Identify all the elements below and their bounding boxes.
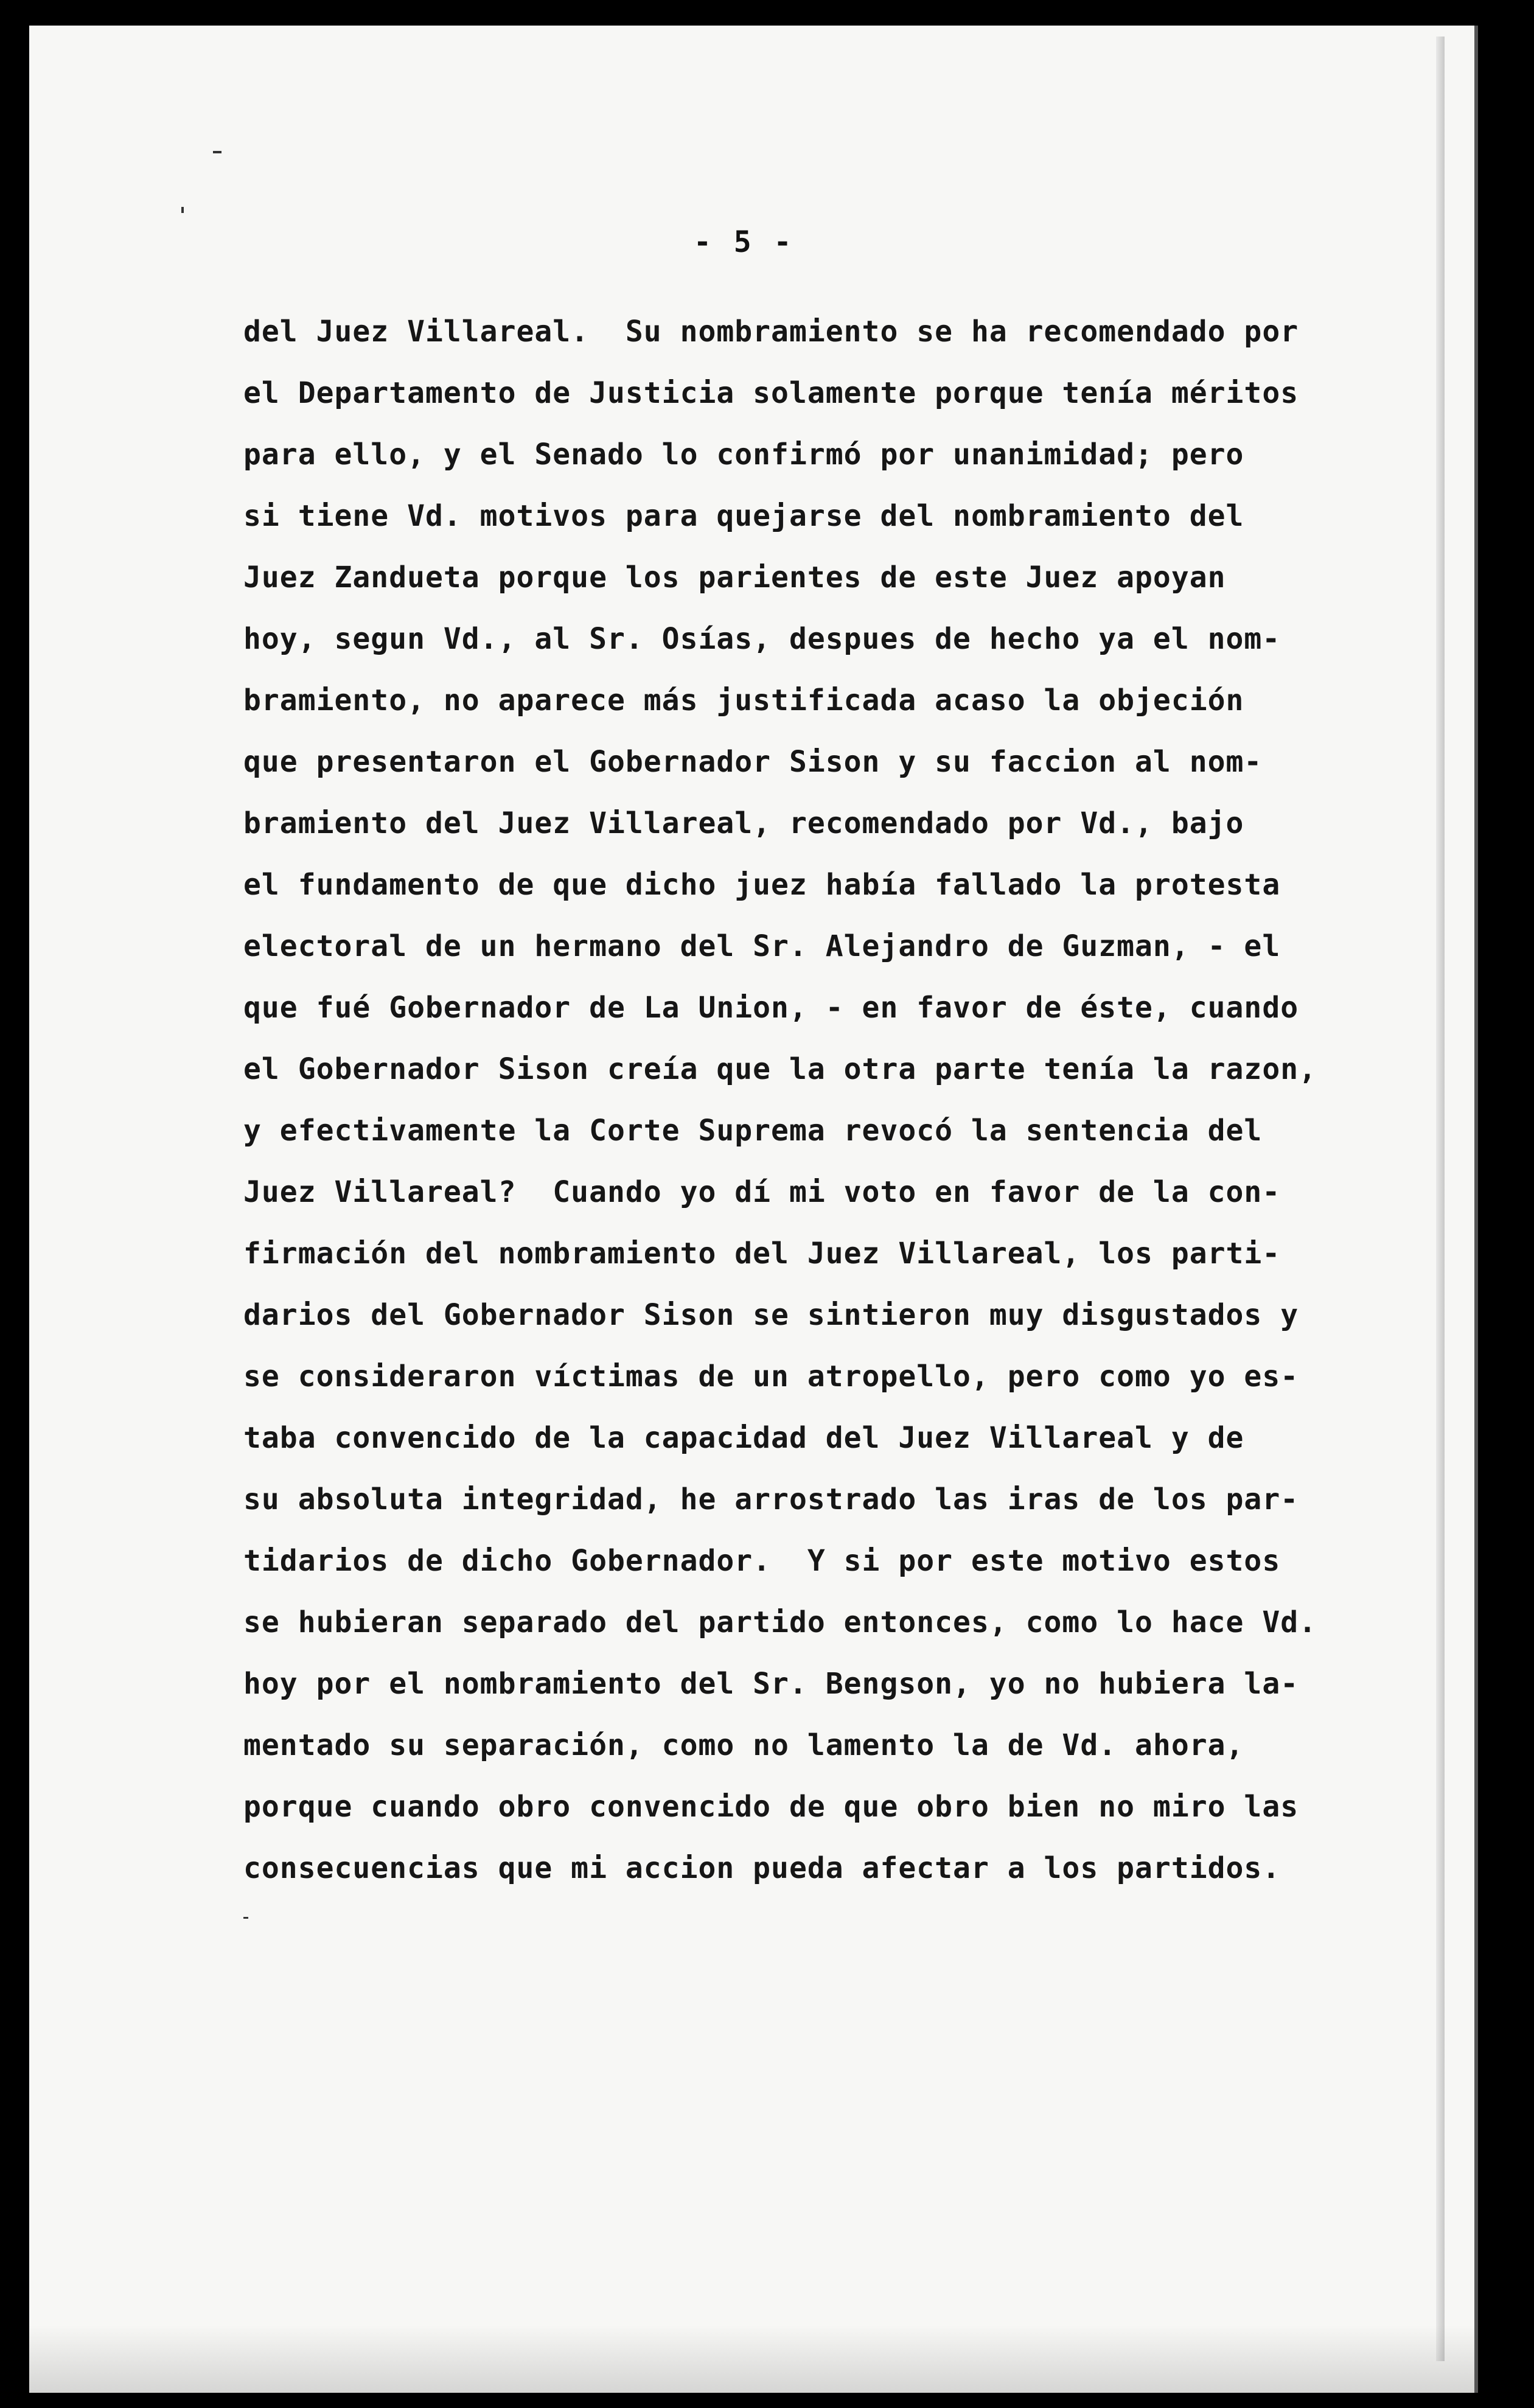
text-line: electoral de un hermano del Sr. Alejandro de Guzman, - el xyxy=(243,929,1281,963)
text-line: bramiento del Juez Villareal, recomendado por Vd., bajo xyxy=(243,806,1244,840)
text-line: el Gobernador Sison creía que la otra parte tenía la razon, xyxy=(243,1052,1317,1086)
text-line: el fundamento de que dicho juez había fallado la protesta xyxy=(243,868,1281,902)
page-edge-shadow xyxy=(1436,37,1445,2361)
text-line: del Juez Villareal. Su nombramiento se ha recomendado por xyxy=(243,315,1299,349)
text-line: para ello, y el Senado lo confirmó por unanimidad; pero xyxy=(243,438,1244,472)
text-line: Juez Zandueta porque los parientes de este Juez apoyan xyxy=(243,560,1226,595)
text-line: tidarios de dicho Gobernador. Y si por este motivo estos xyxy=(243,1544,1281,1578)
text-line: si tiene Vd. motivos para quejarse del nombramiento del xyxy=(243,499,1244,533)
text-line: hoy por el nombramiento del Sr. Bengson, yo no hubiera la- xyxy=(243,1667,1299,1701)
ink-speck xyxy=(213,151,221,153)
text-line: el Departamento de Justicia solamente porque tenía méritos xyxy=(243,376,1299,410)
text-line: bramiento, no aparece más justificada acaso la objeción xyxy=(243,683,1244,717)
text-line: hoy, segun Vd., al Sr. Osías, despues de hecho ya el nom- xyxy=(243,622,1281,656)
ink-speck xyxy=(243,1917,248,1919)
text-line: se consideraron víctimas de un atropello, pero como yo es- xyxy=(243,1359,1299,1394)
text-line: consecuencias que mi accion pueda afectar a los partidos. xyxy=(243,1851,1281,1885)
text-line: su absoluta integridad, he arrostrado las iras de los par- xyxy=(243,1482,1299,1516)
text-line: que fué Gobernador de La Union, - en favor de éste, cuando xyxy=(243,991,1299,1025)
text-line: y efectivamente la Corte Suprema revocó la sentencia del xyxy=(243,1114,1263,1148)
text-line: taba convencido de la capacidad del Juez Villareal y de xyxy=(243,1421,1244,1455)
text-line: firmación del nombramiento del Juez Villareal, los parti- xyxy=(243,1237,1281,1271)
letter-body xyxy=(243,301,1363,1899)
text-line: porque cuando obro convencido de que obro bien no miro las xyxy=(243,1790,1299,1824)
text-line: mentado su separación, como no lamento la de Vd. ahora, xyxy=(243,1728,1244,1762)
text-line: Juez Villareal? Cuando yo dí mi voto en favor de la con- xyxy=(243,1175,1281,1209)
ink-speck xyxy=(181,207,184,213)
page-number: - 5 - xyxy=(694,225,794,259)
text-line: darios del Gobernador Sison se sintieron muy disgustados y xyxy=(243,1298,1299,1332)
text-line: se hubieran separado del partido entonces, como lo hace Vd. xyxy=(243,1605,1317,1639)
page-bottom-wear xyxy=(29,2325,1474,2393)
text-line: que presentaron el Gobernador Sison y su faccion al nom- xyxy=(243,745,1263,779)
